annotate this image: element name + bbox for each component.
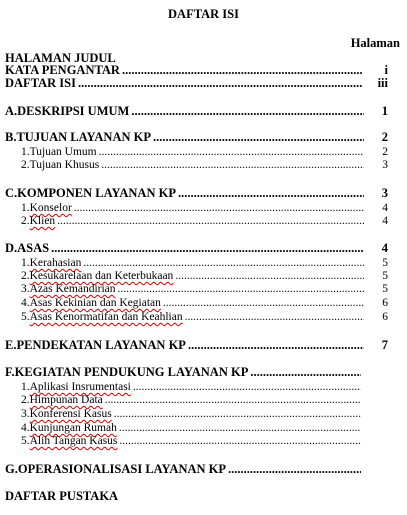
subentry-label: Tujuan Khusus [29, 159, 100, 171]
toc-section-a [5, 104, 388, 119]
dot-leader [131, 104, 364, 119]
subentry-number: 5. [21, 311, 30, 323]
toc-section-g [5, 462, 363, 477]
dot-leader [78, 76, 362, 91]
subentry-label: Azas Kemandirian [29, 283, 116, 295]
subentry-number: 5. [21, 435, 30, 447]
toc-section-e [5, 338, 388, 353]
toc-section-f [5, 365, 363, 380]
toc-section-c [5, 186, 388, 201]
dot-leader [105, 393, 361, 408]
dot-leader [185, 310, 364, 325]
toc-subentry [21, 434, 363, 449]
subentry-label: Kerahasian [29, 257, 82, 269]
toc-subentry [21, 296, 388, 311]
subentry-page: 6 [382, 311, 388, 323]
section-letter: C. [5, 186, 18, 200]
subentry-page: 5 [382, 257, 388, 269]
section-label: TUJUAN LAYANAN KP [16, 130, 151, 144]
section-label: KEGIATAN PENDUKUNG LAYANAN KP [14, 365, 249, 379]
subentry-label: Konselor [29, 202, 72, 214]
section-page: 2 [381, 130, 388, 144]
toc-subentry [21, 393, 363, 408]
subentry-number: 3. [21, 283, 30, 295]
dot-leader [101, 158, 364, 173]
subentry-page: 3 [382, 159, 388, 171]
section-page: 3 [381, 186, 388, 200]
section-label: KOMPONEN LAYANAN KP [17, 186, 176, 200]
section-label: DESKRIPSI UMUM [17, 104, 130, 118]
dot-leader [118, 282, 364, 297]
subentry-number: 2. [21, 394, 30, 406]
toc-entry-daftar-pustaka [5, 489, 118, 504]
dot-leader [114, 407, 361, 422]
subentry-number: 4. [21, 297, 30, 309]
toc-section-d [5, 241, 388, 256]
subentry-number: 3. [21, 408, 30, 420]
toc-entry-label: DAFTAR ISI [5, 76, 76, 90]
dot-leader [57, 214, 364, 229]
subentry-label: Alih Tangan Kasus [29, 435, 118, 447]
subentry-number: 2. [21, 159, 30, 171]
subentry-label: Himpunan Data [29, 394, 103, 406]
dot-leader [228, 462, 361, 477]
section-letter: A. [5, 104, 18, 118]
subentry-page: 2 [382, 146, 388, 158]
section-letter: G. [5, 462, 18, 476]
section-letter: F. [5, 365, 15, 379]
section-label: OPERASIONALISASI LAYANAN KP [17, 462, 227, 476]
subentry-label: Konferensi Kasus [29, 408, 112, 420]
subentry-number: 1. [21, 202, 30, 214]
toc-subentry [21, 310, 388, 325]
section-letter: B. [5, 130, 17, 144]
dot-leader [119, 434, 361, 449]
section-page: 4 [381, 241, 388, 255]
toc-subentry [21, 214, 388, 229]
dot-leader [250, 365, 361, 380]
dot-leader [51, 241, 364, 256]
subentry-number: 2. [21, 215, 30, 227]
subentry-number: 1. [21, 257, 30, 269]
section-page: 1 [381, 104, 388, 118]
subentry-number: 2. [21, 270, 30, 282]
toc-entry-page: iii [377, 76, 388, 90]
toc-entry-label: DAFTAR PUSTAKA [5, 489, 119, 503]
section-page: 7 [381, 338, 388, 352]
subentry-number: 4. [21, 422, 30, 434]
subentry-label: Kunjungan Rumah [29, 422, 117, 434]
toc-entry-daftar-isi [5, 76, 388, 91]
subentry-label: Asas Kenormatifan dan Keahlian [29, 311, 183, 323]
toc-entry-label: HALAMAN JUDUL [5, 51, 116, 65]
dot-leader [153, 130, 364, 145]
section-label: PENDEKATAN LAYANAN KP [16, 338, 186, 352]
toc-subentry [21, 407, 363, 422]
toc-entry-label: KATA PENGANTAR [5, 63, 120, 77]
dot-leader [188, 338, 364, 353]
subentry-label: Tujuan Umum [29, 146, 97, 158]
toc-subentry [21, 158, 388, 173]
subentry-page: 6 [382, 297, 388, 309]
toc-section-b [5, 130, 388, 145]
section-letter: E. [5, 338, 17, 352]
dot-leader [163, 296, 364, 311]
page-column-header: Halaman [350, 36, 400, 50]
subentry-number: 1. [21, 146, 30, 158]
subentry-page: 5 [382, 283, 388, 295]
subentry-page: 5 [382, 270, 388, 282]
section-letter: D. [5, 241, 18, 255]
subentry-label: Kesukarelaan dan Keterbukaan [29, 270, 174, 282]
subentry-label: Asas Kekinian dan Kegiatan [29, 297, 161, 309]
toc-entry-page: i [384, 63, 388, 77]
subentry-page: 4 [382, 215, 388, 227]
subentry-page: 4 [382, 202, 388, 214]
section-label: ASAS [17, 241, 50, 255]
document-title: DAFTAR ISI [168, 7, 239, 21]
dot-leader [178, 186, 364, 201]
subentry-label: Klien [29, 215, 56, 227]
subentry-label: Aplikasi Insrumentasi [29, 381, 131, 393]
toc-subentry [21, 282, 388, 297]
subentry-number: 1. [21, 381, 30, 393]
